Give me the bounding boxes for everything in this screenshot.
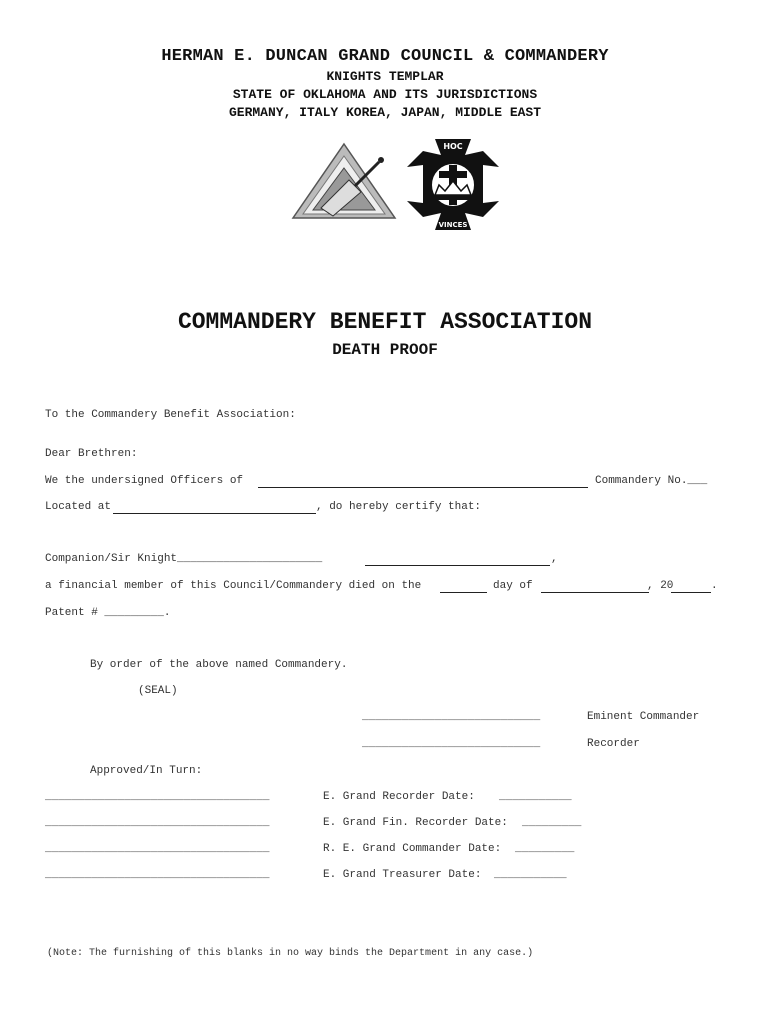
emblem-top-text: HOC (443, 142, 463, 151)
grand-fin-recorder-label: E. Grand Fin. Recorder Date: (323, 817, 508, 829)
eminent-commander-label: Eminent Commander (587, 711, 700, 723)
certify-text: , do hereby certify that: (316, 501, 482, 513)
grand-commander-label: R. E. Grand Commander Date: (323, 843, 502, 855)
header-title: HERMAN E. DUNCAN GRAND COUNCIL & COMMANDERY (161, 47, 609, 66)
day-of-label: day of (493, 580, 533, 592)
eminent-commander-signature[interactable]: ___________________________ (362, 711, 541, 723)
year-period: . (711, 580, 718, 592)
grand-treasurer-label: E. Grand Treasurer Date: (323, 869, 482, 881)
header-countries: GERMANY, ITALY KOREA, JAPAN, MIDDLE EAST (228, 105, 542, 120)
located-label: Located at (45, 501, 112, 513)
commandery-no-label: Commandery No.___ (595, 475, 708, 487)
grand-fin-recorder-signature[interactable]: __________________________________ (45, 817, 270, 829)
grand-recorder-date[interactable]: ___________ (499, 791, 572, 803)
death-year-field[interactable] (671, 592, 711, 593)
commandery-name-field[interactable] (258, 487, 588, 488)
seal-text: (SEAL) (138, 685, 178, 697)
death-month-field[interactable] (541, 592, 649, 593)
emblem-left-text: IN (409, 183, 419, 191)
location-field[interactable] (113, 513, 316, 514)
triangle-trowel-emblem (291, 142, 398, 222)
year-prefix: , 20 (647, 580, 674, 592)
approved-label: Approved/In Turn: (90, 765, 203, 777)
recorder-signature[interactable]: ___________________________ (362, 738, 541, 750)
grand-recorder-signature[interactable]: __________________________________ (45, 791, 270, 803)
grand-recorder-label: E. Grand Recorder Date: (323, 791, 475, 803)
member-text: a financial member of this Council/Commandery died on the (45, 580, 422, 592)
grand-commander-date[interactable]: _________ (515, 843, 575, 855)
companion-label: Companion/Sir Knight______________________ (45, 553, 323, 565)
patent-line: Patent # _________. (45, 607, 171, 619)
grand-treasurer-signature[interactable]: __________________________________ (45, 869, 270, 881)
header-subtitle: KNIGHTS TEMPLAR (326, 69, 444, 84)
grand-commander-signature[interactable]: __________________________________ (45, 843, 270, 855)
officers-label: We the undersigned Officers of (45, 475, 244, 487)
header-jurisdiction: STATE OF OKLAHOMA AND ITS JURISDICTIONS (232, 87, 538, 102)
grand-fin-recorder-date[interactable]: _________ (522, 817, 582, 829)
death-day-field[interactable] (440, 592, 487, 593)
page-title: COMMANDERY BENEFIT ASSOCIATION (177, 309, 593, 335)
grand-treasurer-date[interactable]: ___________ (494, 869, 567, 881)
recorder-label: Recorder (587, 738, 640, 750)
disclaimer-note: (Note: The furnishing of this blanks in no way binds the Department in any case.) (47, 948, 534, 959)
page-subtitle: DEATH PROOF (332, 341, 438, 359)
cross-crown-emblem (405, 137, 501, 232)
emblem-bottom-text: VINCES (438, 221, 468, 229)
by-order-text: By order of the above named Commandery. (90, 659, 348, 671)
companion-comma: , (551, 553, 558, 565)
greeting-line: Dear Brethren: (45, 448, 138, 460)
companion-name-field[interactable] (365, 565, 550, 566)
emblem-right-text: SIGNO (490, 176, 497, 198)
addressee-line: To the Commandery Benefit Association: (45, 409, 296, 421)
